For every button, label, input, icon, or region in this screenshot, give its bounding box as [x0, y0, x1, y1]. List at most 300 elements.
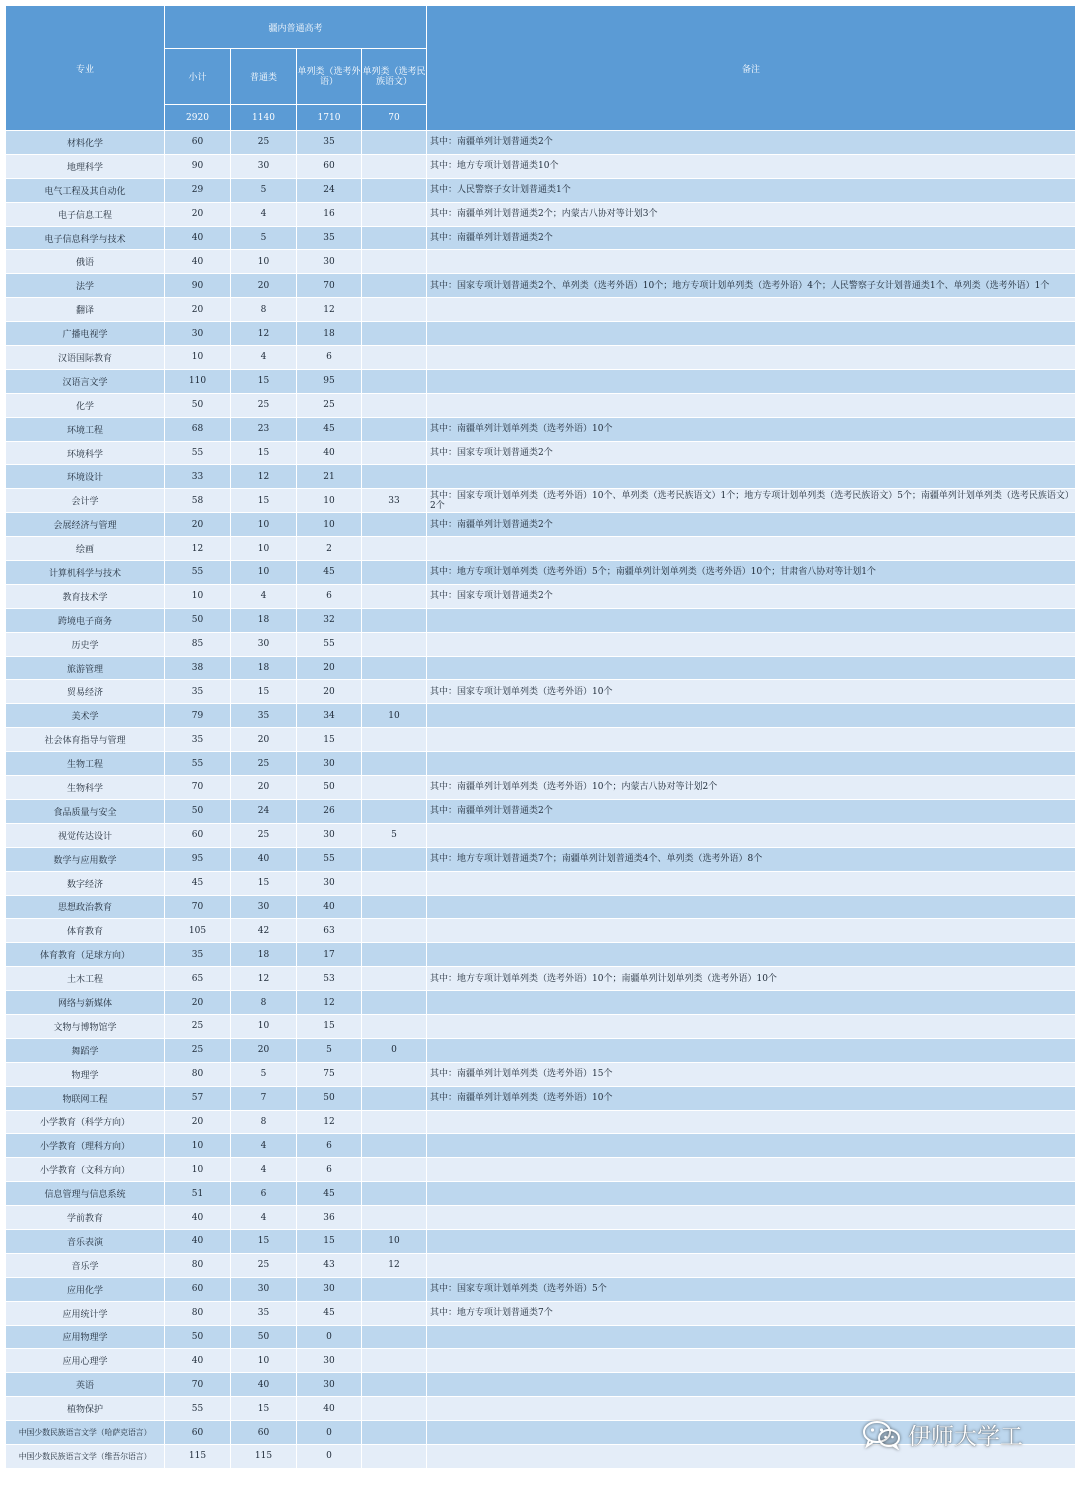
single-foreign-cell: 50 — [297, 776, 362, 800]
subtotal-cell: 29 — [165, 178, 231, 202]
note-cell: 其中：南疆单列计划普通类2个；内蒙古八协对等计划3个 — [427, 202, 1076, 226]
major-cell: 体育教育 — [6, 919, 165, 943]
single-foreign-cell: 32 — [297, 608, 362, 632]
subtotal-cell: 10 — [165, 346, 231, 370]
table-row — [6, 369, 1076, 393]
single-ethnic-cell — [362, 991, 427, 1015]
subtotal-cell: 105 — [165, 919, 231, 943]
note-cell: 其中：国家专项计划单列类（选考外语）5个 — [427, 1277, 1076, 1301]
single-ethnic-cell — [362, 1158, 427, 1182]
table-row — [6, 202, 1076, 226]
single-ethnic-cell — [362, 178, 427, 202]
table-row — [6, 1110, 1076, 1134]
major-cell: 电子信息科学与技术 — [6, 226, 165, 250]
single-ethnic-cell — [362, 226, 427, 250]
single-ethnic-cell — [362, 1325, 427, 1349]
single-foreign-cell: 6 — [297, 1134, 362, 1158]
general-cell: 30 — [231, 1277, 297, 1301]
major-cell: 土木工程 — [6, 967, 165, 991]
single-foreign-cell: 43 — [297, 1253, 362, 1277]
single-foreign-cell: 30 — [297, 1277, 362, 1301]
table-row — [6, 226, 1076, 250]
note-cell: 其中：地方专项计划普通类7个 — [427, 1301, 1076, 1325]
note-cell: 其中：地方专项计划普通类10个 — [427, 154, 1076, 178]
single-ethnic-cell — [362, 346, 427, 370]
major-cell: 历史学 — [6, 632, 165, 656]
note-cell — [427, 298, 1076, 322]
general-cell: 23 — [231, 417, 297, 441]
single-ethnic-cell — [362, 1373, 427, 1397]
table-row — [6, 728, 1076, 752]
table-row — [6, 1397, 1076, 1421]
major-cell: 小学教育（科学方向） — [6, 1110, 165, 1134]
single-ethnic-cell — [362, 202, 427, 226]
note-cell — [427, 1229, 1076, 1253]
subtotal-cell: 35 — [165, 943, 231, 967]
single-foreign-cell: 20 — [297, 680, 362, 704]
single-ethnic-cell — [362, 943, 427, 967]
subtotal-cell: 25 — [165, 1038, 231, 1062]
single-ethnic-cell: 5 — [362, 823, 427, 847]
subtotal-cell: 33 — [165, 465, 231, 489]
major-cell: 教育技术学 — [6, 584, 165, 608]
general-cell: 25 — [231, 131, 297, 155]
table-row — [6, 656, 1076, 680]
table-row — [6, 991, 1076, 1015]
general-cell: 10 — [231, 250, 297, 274]
subtotal-cell: 20 — [165, 991, 231, 1015]
total-single-ethnic: 70 — [362, 105, 427, 131]
single-ethnic-cell — [362, 895, 427, 919]
major-cell: 计算机科学与技术 — [6, 561, 165, 585]
note-cell: 其中：南疆单列计划普通类2个 — [427, 799, 1076, 823]
single-ethnic-cell — [362, 1110, 427, 1134]
note-cell — [427, 1158, 1076, 1182]
single-ethnic-cell — [362, 1397, 427, 1421]
major-cell: 体育教育（足球方向） — [6, 943, 165, 967]
subtotal-cell: 80 — [165, 1301, 231, 1325]
note-cell — [427, 322, 1076, 346]
subtotal-cell: 20 — [165, 1110, 231, 1134]
subtotal-cell: 57 — [165, 1086, 231, 1110]
single-foreign-cell: 21 — [297, 465, 362, 489]
major-cell: 电气工程及其自动化 — [6, 178, 165, 202]
note-cell: 其中：国家专项计划单列类（选考外语）10个、单列类（选考民族语文）1个；地方专项计划单列类（选考民族语文）5个；南疆单列计划单列类（选考民族语文）2个 — [427, 489, 1076, 513]
major-cell: 网络与新媒体 — [6, 991, 165, 1015]
general-cell: 20 — [231, 1038, 297, 1062]
table-row — [6, 752, 1076, 776]
general-cell: 25 — [231, 393, 297, 417]
single-ethnic-cell — [362, 369, 427, 393]
subtotal-cell: 115 — [165, 1444, 231, 1468]
single-foreign-cell: 45 — [297, 417, 362, 441]
single-ethnic-cell — [362, 919, 427, 943]
single-foreign-cell: 0 — [297, 1444, 362, 1468]
single-foreign-cell: 53 — [297, 967, 362, 991]
major-cell: 舞蹈学 — [6, 1038, 165, 1062]
major-cell: 地理科学 — [6, 154, 165, 178]
subtotal-cell: 38 — [165, 656, 231, 680]
major-cell: 音乐学 — [6, 1253, 165, 1277]
major-cell: 生物工程 — [6, 752, 165, 776]
general-cell: 10 — [231, 561, 297, 585]
single-ethnic-cell — [362, 1349, 427, 1373]
table-row — [6, 322, 1076, 346]
note-cell: 其中：人民警察子女计划普通类1个 — [427, 178, 1076, 202]
subtotal-cell: 10 — [165, 584, 231, 608]
note-cell — [427, 1373, 1076, 1397]
major-cell: 英语 — [6, 1373, 165, 1397]
single-foreign-cell: 6 — [297, 346, 362, 370]
single-foreign-cell: 10 — [297, 513, 362, 537]
single-foreign-cell: 35 — [297, 131, 362, 155]
general-cell: 20 — [231, 776, 297, 800]
single-ethnic-cell — [362, 1182, 427, 1206]
subtotal-cell: 10 — [165, 1134, 231, 1158]
enrollment-plan-table — [5, 5, 1076, 1469]
table-body — [6, 131, 1076, 1469]
major-cell: 信息管理与信息系统 — [6, 1182, 165, 1206]
note-cell — [427, 1038, 1076, 1062]
subtotal-cell: 20 — [165, 513, 231, 537]
note-cell — [427, 1182, 1076, 1206]
subtotal-cell: 110 — [165, 369, 231, 393]
table-row — [6, 847, 1076, 871]
header-single-ethnic: 单列类（选考民族语文） — [362, 49, 427, 105]
major-cell: 汉语言文学 — [6, 369, 165, 393]
general-cell: 5 — [231, 226, 297, 250]
note-cell: 其中：南疆单列计划普通类2个 — [427, 131, 1076, 155]
single-ethnic-cell — [362, 250, 427, 274]
major-cell: 旅游管理 — [6, 656, 165, 680]
single-ethnic-cell — [362, 1086, 427, 1110]
note-cell: 其中：南疆单列计划单列类（选考外语）10个 — [427, 1086, 1076, 1110]
single-ethnic-cell — [362, 1421, 427, 1445]
subtotal-cell: 55 — [165, 441, 231, 465]
note-cell: 其中：南疆单列计划普通类2个 — [427, 226, 1076, 250]
single-ethnic-cell: 33 — [362, 489, 427, 513]
subtotal-cell: 20 — [165, 298, 231, 322]
single-ethnic-cell: 10 — [362, 1229, 427, 1253]
single-ethnic-cell — [362, 441, 427, 465]
major-cell: 物联网工程 — [6, 1086, 165, 1110]
single-ethnic-cell — [362, 298, 427, 322]
major-cell: 物理学 — [6, 1062, 165, 1086]
single-ethnic-cell — [362, 728, 427, 752]
table-row — [6, 513, 1076, 537]
subtotal-cell: 12 — [165, 537, 231, 561]
single-foreign-cell: 50 — [297, 1086, 362, 1110]
note-cell — [427, 1325, 1076, 1349]
single-foreign-cell: 0 — [297, 1325, 362, 1349]
table-row — [6, 967, 1076, 991]
single-ethnic-cell — [362, 131, 427, 155]
major-cell: 学前教育 — [6, 1206, 165, 1230]
general-cell: 30 — [231, 632, 297, 656]
general-cell: 8 — [231, 991, 297, 1015]
major-cell: 文物与博物馆学 — [6, 1014, 165, 1038]
subtotal-cell: 40 — [165, 1206, 231, 1230]
note-cell: 其中：国家专项计划普通类2个、单列类（选考外语）10个；地方专项计划单列类（选考外语）4个；人民警察子女计划普通类1个、单列类（选考外语）1个 — [427, 274, 1076, 298]
major-cell: 应用统计学 — [6, 1301, 165, 1325]
general-cell: 35 — [231, 1301, 297, 1325]
general-cell: 15 — [231, 1397, 297, 1421]
single-foreign-cell: 40 — [297, 1397, 362, 1421]
subtotal-cell: 40 — [165, 1349, 231, 1373]
subtotal-cell: 85 — [165, 632, 231, 656]
wechat-icon — [862, 1420, 902, 1450]
table-row — [6, 274, 1076, 298]
major-cell: 中国少数民族语言文学（哈萨克语言） — [6, 1421, 165, 1445]
single-ethnic-cell — [362, 752, 427, 776]
single-ethnic-cell — [362, 417, 427, 441]
major-cell: 会计学 — [6, 489, 165, 513]
major-cell: 生物科学 — [6, 776, 165, 800]
single-foreign-cell: 30 — [297, 1373, 362, 1397]
single-ethnic-cell — [362, 274, 427, 298]
note-cell — [427, 1134, 1076, 1158]
single-foreign-cell: 12 — [297, 298, 362, 322]
subtotal-cell: 40 — [165, 1229, 231, 1253]
single-ethnic-cell — [362, 608, 427, 632]
major-cell: 材料化学 — [6, 131, 165, 155]
table-row — [6, 943, 1076, 967]
general-cell: 8 — [231, 1110, 297, 1134]
subtotal-cell: 30 — [165, 322, 231, 346]
major-cell: 应用心理学 — [6, 1349, 165, 1373]
major-cell: 贸易经济 — [6, 680, 165, 704]
note-cell — [427, 871, 1076, 895]
single-foreign-cell: 5 — [297, 1038, 362, 1062]
single-foreign-cell: 45 — [297, 1182, 362, 1206]
table-row — [6, 1206, 1076, 1230]
header-general: 普通类 — [231, 49, 297, 105]
single-foreign-cell: 15 — [297, 728, 362, 752]
table-row — [6, 919, 1076, 943]
major-cell: 化学 — [6, 393, 165, 417]
single-foreign-cell: 30 — [297, 871, 362, 895]
general-cell: 4 — [231, 1134, 297, 1158]
single-foreign-cell: 20 — [297, 656, 362, 680]
single-foreign-cell: 40 — [297, 441, 362, 465]
subtotal-cell: 35 — [165, 728, 231, 752]
single-foreign-cell: 60 — [297, 154, 362, 178]
table-row — [6, 823, 1076, 847]
general-cell: 12 — [231, 322, 297, 346]
subtotal-cell: 20 — [165, 202, 231, 226]
major-cell: 小学教育（理科方向） — [6, 1134, 165, 1158]
single-ethnic-cell — [362, 1014, 427, 1038]
major-cell: 法学 — [6, 274, 165, 298]
note-cell: 其中：南疆单列计划普通类2个 — [427, 513, 1076, 537]
single-foreign-cell: 12 — [297, 991, 362, 1015]
table-row — [6, 298, 1076, 322]
general-cell: 115 — [231, 1444, 297, 1468]
note-cell — [427, 919, 1076, 943]
note-cell — [427, 632, 1076, 656]
subtotal-cell: 95 — [165, 847, 231, 871]
note-cell — [427, 1253, 1076, 1277]
major-cell: 环境工程 — [6, 417, 165, 441]
general-cell: 40 — [231, 847, 297, 871]
general-cell: 10 — [231, 537, 297, 561]
note-cell: 其中：地方专项计划单列类（选考外语）10个；南疆单列计划单列类（选考外语）10个 — [427, 967, 1076, 991]
note-cell — [427, 656, 1076, 680]
table-row — [6, 871, 1076, 895]
note-cell — [427, 250, 1076, 274]
note-cell: 其中：国家专项计划普通类2个 — [427, 584, 1076, 608]
single-foreign-cell: 18 — [297, 322, 362, 346]
subtotal-cell: 60 — [165, 823, 231, 847]
general-cell: 4 — [231, 202, 297, 226]
subtotal-cell: 60 — [165, 1421, 231, 1445]
table-row — [6, 131, 1076, 155]
subtotal-cell: 51 — [165, 1182, 231, 1206]
general-cell: 10 — [231, 1349, 297, 1373]
single-foreign-cell: 15 — [297, 1229, 362, 1253]
single-foreign-cell: 10 — [297, 489, 362, 513]
note-cell — [427, 346, 1076, 370]
note-cell — [427, 1014, 1076, 1038]
general-cell: 15 — [231, 369, 297, 393]
general-cell: 30 — [231, 895, 297, 919]
single-foreign-cell: 36 — [297, 1206, 362, 1230]
note-cell — [427, 369, 1076, 393]
general-cell: 20 — [231, 728, 297, 752]
major-cell: 数字经济 — [6, 871, 165, 895]
single-foreign-cell: 30 — [297, 1349, 362, 1373]
single-foreign-cell: 26 — [297, 799, 362, 823]
single-ethnic-cell — [362, 1062, 427, 1086]
single-foreign-cell: 16 — [297, 202, 362, 226]
note-cell — [427, 1349, 1076, 1373]
table-row — [6, 584, 1076, 608]
total-subtotal: 2920 — [165, 105, 231, 131]
note-cell — [427, 465, 1076, 489]
general-cell: 15 — [231, 441, 297, 465]
header-major: 专业 — [6, 6, 165, 131]
table-row — [6, 1086, 1076, 1110]
table-row — [6, 1325, 1076, 1349]
single-foreign-cell: 0 — [297, 1421, 362, 1445]
subtotal-cell: 55 — [165, 561, 231, 585]
major-cell: 翻译 — [6, 298, 165, 322]
general-cell: 42 — [231, 919, 297, 943]
table-row — [6, 465, 1076, 489]
subtotal-cell: 80 — [165, 1062, 231, 1086]
single-foreign-cell: 55 — [297, 632, 362, 656]
single-ethnic-cell: 12 — [362, 1253, 427, 1277]
major-cell: 植物保护 — [6, 1397, 165, 1421]
note-cell — [427, 608, 1076, 632]
table-row — [6, 1182, 1076, 1206]
single-foreign-cell: 17 — [297, 943, 362, 967]
major-cell: 视觉传达设计 — [6, 823, 165, 847]
table-row — [6, 1014, 1076, 1038]
single-foreign-cell: 30 — [297, 752, 362, 776]
subtotal-cell: 70 — [165, 776, 231, 800]
general-cell: 8 — [231, 298, 297, 322]
subtotal-cell: 35 — [165, 680, 231, 704]
general-cell: 25 — [231, 1253, 297, 1277]
table-row — [6, 441, 1076, 465]
table-row — [6, 250, 1076, 274]
single-ethnic-cell — [362, 632, 427, 656]
note-cell: 其中：南疆单列计划单列类（选考外语）10个 — [427, 417, 1076, 441]
general-cell: 25 — [231, 823, 297, 847]
major-cell: 广播电视学 — [6, 322, 165, 346]
single-ethnic-cell — [362, 1206, 427, 1230]
note-cell — [427, 752, 1076, 776]
single-foreign-cell: 25 — [297, 393, 362, 417]
note-cell: 其中：国家专项计划单列类（选考外语）10个 — [427, 680, 1076, 704]
single-foreign-cell: 75 — [297, 1062, 362, 1086]
header-group: 疆内普通高考 — [165, 6, 427, 49]
subtotal-cell: 70 — [165, 895, 231, 919]
major-cell: 中国少数民族语言文学（维吾尔语言） — [6, 1444, 165, 1468]
table-row — [6, 417, 1076, 441]
subtotal-cell: 45 — [165, 871, 231, 895]
single-foreign-cell: 55 — [297, 847, 362, 871]
major-cell: 环境设计 — [6, 465, 165, 489]
general-cell: 12 — [231, 967, 297, 991]
table-row — [6, 489, 1076, 513]
subtotal-cell: 90 — [165, 154, 231, 178]
general-cell: 15 — [231, 489, 297, 513]
subtotal-cell: 90 — [165, 274, 231, 298]
single-ethnic-cell: 0 — [362, 1038, 427, 1062]
single-ethnic-cell — [362, 1444, 427, 1468]
single-ethnic-cell — [362, 847, 427, 871]
single-foreign-cell: 45 — [297, 1301, 362, 1325]
table-row — [6, 561, 1076, 585]
note-cell — [427, 943, 1076, 967]
note-cell — [427, 704, 1076, 728]
subtotal-cell: 10 — [165, 1158, 231, 1182]
subtotal-cell: 50 — [165, 1325, 231, 1349]
subtotal-cell: 55 — [165, 752, 231, 776]
note-cell — [427, 1206, 1076, 1230]
single-foreign-cell: 12 — [297, 1110, 362, 1134]
major-cell: 绘画 — [6, 537, 165, 561]
table-row — [6, 154, 1076, 178]
subtotal-cell: 80 — [165, 1253, 231, 1277]
note-cell: 其中：南疆单列计划单列类（选考外语）10个；内蒙古八协对等计划2个 — [427, 776, 1076, 800]
header-single-foreign: 单列类（选考外语） — [297, 49, 362, 105]
general-cell: 18 — [231, 656, 297, 680]
header-remark: 备注 — [427, 6, 1076, 131]
watermark-text: 伊师大学工 — [908, 1424, 1023, 1450]
table-row — [6, 680, 1076, 704]
subtotal-cell: 50 — [165, 393, 231, 417]
single-foreign-cell: 15 — [297, 1014, 362, 1038]
general-cell: 20 — [231, 274, 297, 298]
single-ethnic-cell — [362, 465, 427, 489]
major-cell: 应用化学 — [6, 1277, 165, 1301]
subtotal-cell: 60 — [165, 1277, 231, 1301]
single-foreign-cell: 63 — [297, 919, 362, 943]
table-row — [6, 895, 1076, 919]
general-cell: 60 — [231, 1421, 297, 1445]
general-cell: 25 — [231, 752, 297, 776]
general-cell: 15 — [231, 871, 297, 895]
table-header — [6, 6, 1076, 131]
table-row — [6, 632, 1076, 656]
table-row — [6, 1158, 1076, 1182]
subtotal-cell: 68 — [165, 417, 231, 441]
table-row — [6, 178, 1076, 202]
note-cell — [427, 1397, 1076, 1421]
